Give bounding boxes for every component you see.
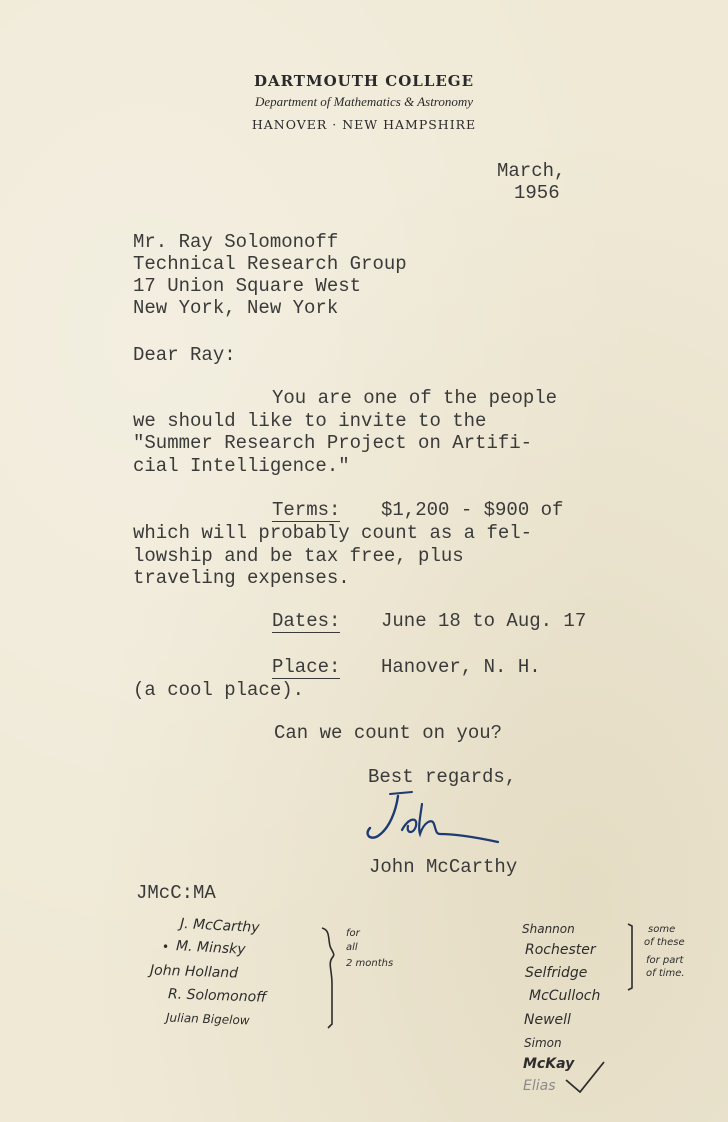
hw-right-note-2: of these <box>644 937 685 948</box>
invitation-line-2: we should like to invite to the <box>133 410 487 432</box>
recipient-line-1: Mr. Ray Solomonoff <box>133 231 339 253</box>
terms-line-1: $1,200 - $900 of <box>381 499 564 521</box>
terms-line-4: traveling expenses. <box>133 567 350 589</box>
recipient-line-4: New York, New York <box>133 297 339 319</box>
hw-note-2-months: 2 months <box>346 958 394 969</box>
terms-line-3: lowship and be tax free, plus <box>133 545 464 567</box>
hw-name-3: John Holland <box>149 962 239 982</box>
hw-right-note-3: for part <box>646 955 684 966</box>
hw-right-name-5: Newell <box>524 1012 571 1028</box>
typist-initials: JMcC:MA <box>136 882 216 904</box>
place-note: (a cool place). <box>133 679 305 701</box>
left-brace <box>318 924 338 1034</box>
recipient-line-3: 17 Union Square West <box>133 275 362 297</box>
hw-note-for: for <box>346 928 360 939</box>
closing-question: Can we count on you? <box>274 722 503 744</box>
hw-name-1: J. McCarthy <box>179 915 260 937</box>
hw-right-note-1: some <box>648 924 676 935</box>
invitation-line-4: cial Intelligence." <box>133 455 350 477</box>
hw-right-name-7: McKay <box>523 1056 575 1072</box>
hw-right-name-1: Shannon <box>522 922 575 936</box>
recipient-line-2: Technical Research Group <box>133 253 407 275</box>
dates-value: June 18 to Aug. 17 <box>381 610 587 632</box>
closing-regards: Best regards, <box>368 766 517 788</box>
hw-name-4: R. Solomonoff <box>167 986 267 1006</box>
hw-right-name-8: Elias <box>523 1078 556 1094</box>
terms-label: Terms: <box>272 499 341 521</box>
hw-name-5: Julian Bigelow <box>165 1010 250 1028</box>
dates-label: Dates: <box>272 610 341 632</box>
hw-right-name-2: Rochester <box>525 942 596 958</box>
place-label: Place: <box>272 656 341 678</box>
invitation-line-1: You are one of the people <box>272 387 558 409</box>
strike-mark <box>560 1058 610 1098</box>
place-value: Hanover, N. H. <box>381 656 541 678</box>
hw-right-name-4: McCulloch <box>529 988 601 1004</box>
salutation: Dear Ray: <box>133 344 236 366</box>
hw-note-all: all <box>346 942 358 953</box>
signature <box>360 790 510 850</box>
hw-right-name-6: Simon <box>524 1036 562 1050</box>
terms-line-2: which will probably count as a fel- <box>133 522 533 544</box>
letterhead-department: Department of Mathematics & Astronomy <box>254 94 474 109</box>
hw-right-name-3: Selfridge <box>525 965 588 981</box>
letterhead-institution: DARTMOUTH COLLEGE <box>253 72 475 90</box>
bullet-mark: • <box>162 940 170 954</box>
invitation-line-3: "Summer Research Project on Artifi- <box>133 432 533 454</box>
right-brace <box>624 922 638 992</box>
date-year: 1956 <box>514 182 560 204</box>
letterhead-location: HANOVER · NEW HAMPSHIRE <box>251 117 477 132</box>
date-month: March, <box>497 160 566 182</box>
hw-name-2: M. Minsky <box>175 938 246 958</box>
signer-name: John McCarthy <box>369 856 518 878</box>
hw-right-note-4: of time. <box>646 968 685 979</box>
